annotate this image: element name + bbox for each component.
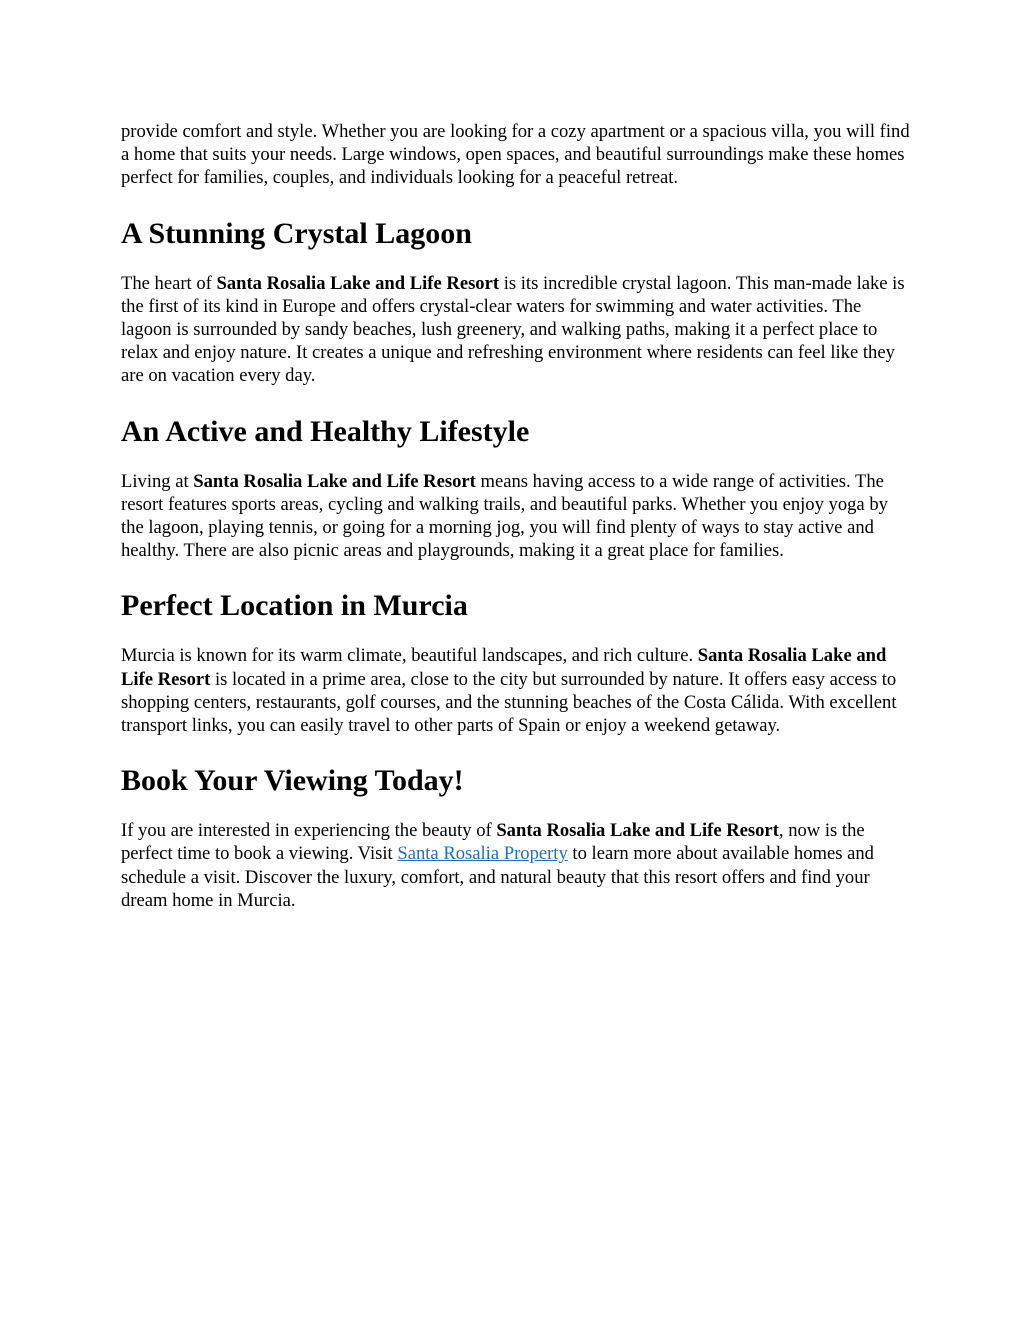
intro-paragraph: provide comfort and style. Whether you are looking for a cozy apartment or a spacious villa, you will find a home that suits your needs. Large windows, open spaces, and beautiful surroundings make these homes perfect for families, couples, and individuals looking for a peaceful retreat. xyxy=(121,121,910,189)
paragraph-text: The heart of xyxy=(121,272,217,294)
resort-name-bold: Santa Rosalia Lake and Life Resort xyxy=(193,470,476,492)
section-paragraph-book-viewing xyxy=(121,819,911,912)
paragraph-text: is located in a prime area, close to the city but surrounded by nature. It offers easy access to shopping centers, restaurants, golf courses, and the stunning beaches of the Costa Cálida. With excellent transport links, you can easily travel to other parts of Spain or enjoy a weekend getaway. xyxy=(121,668,897,737)
document-page xyxy=(121,120,911,938)
section-heading-location-murcia: Perfect Location in Murcia xyxy=(121,589,468,623)
section-heading-crystal-lagoon: A Stunning Crystal Lagoon xyxy=(121,216,472,250)
paragraph-text: means having access to a wide range of activities. The resort features sports areas, cycling and walking trails, and beautiful parks. Whether you enjoy yoga by the lagoon, playing tennis, or going for a morning jog, you will find plenty of ways to stay active and healthy. There are also picnic areas and playgrounds, making it a great place for families. xyxy=(121,470,888,562)
paragraph-text: If you are interested in experiencing the beauty of xyxy=(121,820,497,842)
section-heading-active-lifestyle: An Active and Healthy Lifestyle xyxy=(121,414,530,448)
section-paragraph-active-lifestyle xyxy=(121,470,911,563)
section-paragraph-crystal-lagoon xyxy=(121,272,911,388)
section-heading-book-viewing: Book Your Viewing Today! xyxy=(121,764,464,798)
resort-name-bold: Santa Rosalia Lake and Life Resort xyxy=(121,645,887,690)
paragraph-text: Murcia is known for its warm climate, beautiful landscapes, and rich culture. xyxy=(121,645,698,667)
paragraph-text: Living at xyxy=(121,470,194,492)
paragraph-text: to learn more about available homes and schedule a visit. Discover the luxury, comfort, and natural beauty that this resort offers and find your dream home in Murcia. xyxy=(121,843,874,911)
paragraph-text: is its incredible crystal lagoon. This man-made lake is the first of its kind in Europe and offers crystal-clear waters for swimming and water activities. The lagoon is surrounded by sandy beaches, lush greenery, and walking paths, making it a perfect place to relax and enjoy nature. It creates a unique and refreshing environment where residents can feel like they are on vacation every day. xyxy=(121,272,905,387)
paragraph-text: , now is the perfect time to book a viewing. Visit xyxy=(121,820,865,865)
santa-rosalia-property-link[interactable]: Santa Rosalia Property xyxy=(397,843,568,865)
resort-name-bold: Santa Rosalia Lake and Life Resort xyxy=(496,820,779,842)
section-paragraph-location-murcia xyxy=(121,644,911,737)
resort-name-bold: Santa Rosalia Lake and Life Resort xyxy=(216,272,500,294)
